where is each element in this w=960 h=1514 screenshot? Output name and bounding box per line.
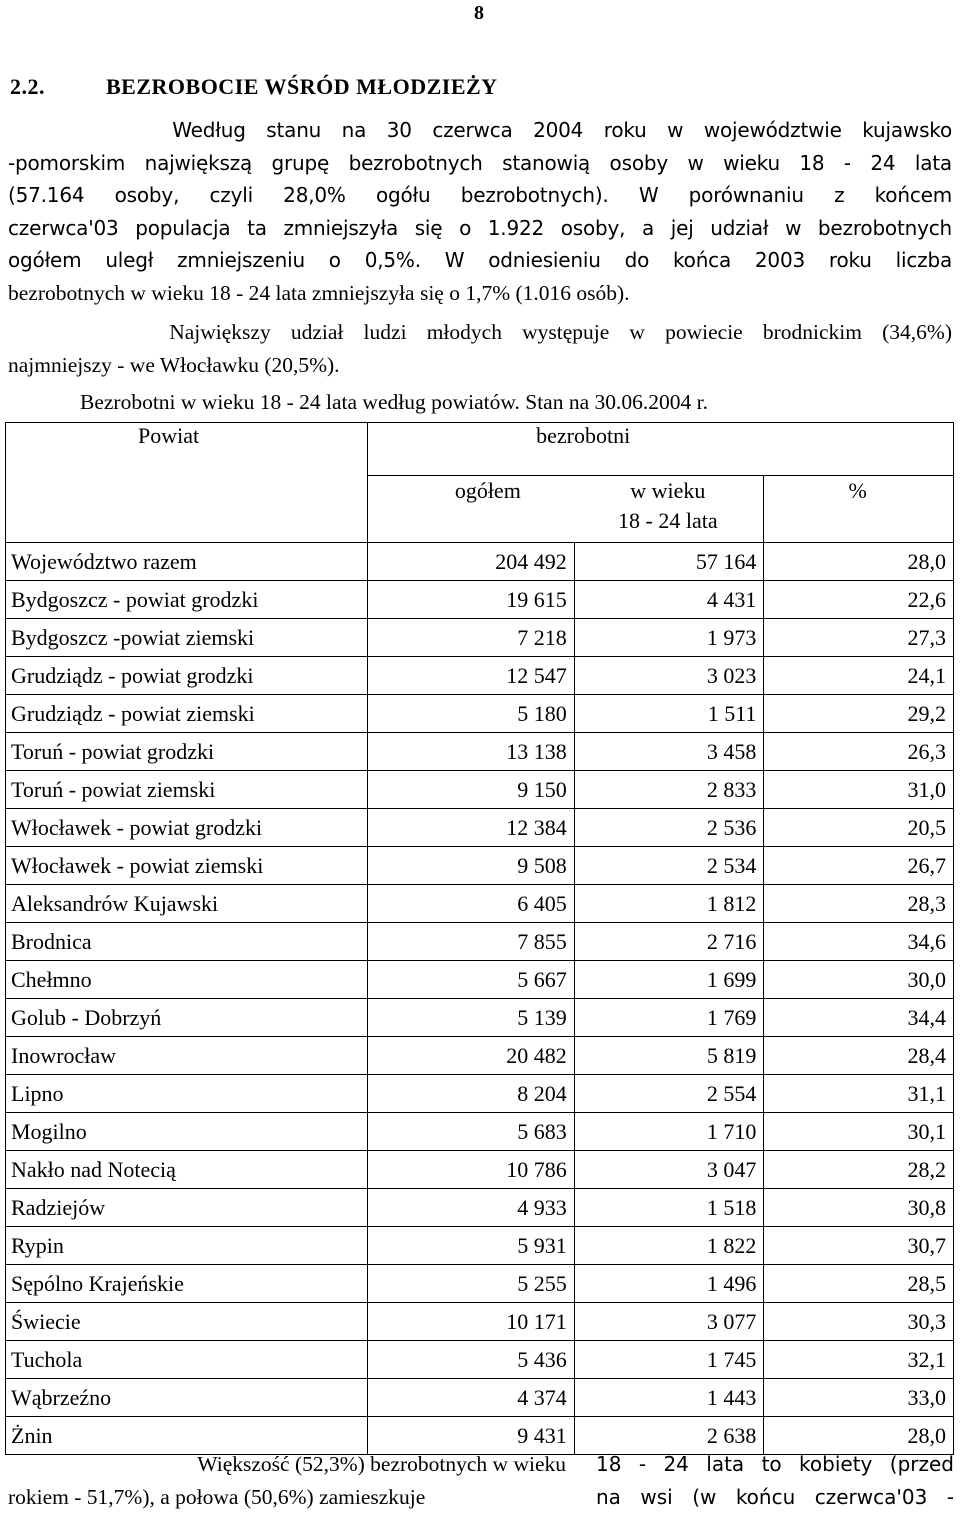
cell-w-wieku: 2 554 xyxy=(574,1075,764,1113)
table-row xyxy=(6,1265,954,1303)
table-row xyxy=(6,1227,954,1265)
header-powiat: Powiat xyxy=(6,423,368,476)
table-row xyxy=(6,999,954,1037)
cell-w-wieku: 1 699 xyxy=(574,961,764,999)
cell-powiat: Tuchola xyxy=(6,1341,368,1379)
cell-powiat: Brodnica xyxy=(6,923,368,961)
cell-w-wieku: 1 443 xyxy=(574,1379,764,1417)
cell-percent: 31,0 xyxy=(764,771,954,809)
table-row xyxy=(6,885,954,923)
cell-percent: 28,3 xyxy=(764,885,954,923)
cell-ogolem: 8 204 xyxy=(368,1075,574,1113)
cell-ogolem: 9 431 xyxy=(368,1417,574,1455)
cell-percent: 31,1 xyxy=(764,1075,954,1113)
cell-w-wieku: 1 812 xyxy=(574,885,764,923)
cell-powiat: Żnin xyxy=(6,1417,368,1455)
cell-w-wieku: 1 496 xyxy=(574,1265,764,1303)
table-row xyxy=(6,1113,954,1151)
cell-w-wieku: 2 638 xyxy=(574,1417,764,1455)
cell-powiat: Włocławek - powiat ziemski xyxy=(6,847,368,885)
table-row xyxy=(6,771,954,809)
cell-percent: 28,0 xyxy=(764,543,954,581)
footer-text-left xyxy=(8,1448,576,1514)
cell-powiat: Golub - Dobrzyń xyxy=(6,999,368,1037)
cell-powiat: Nakło nad Notecią xyxy=(6,1151,368,1189)
paragraph-youth-unemployment xyxy=(8,114,952,309)
cell-ogolem: 4 374 xyxy=(368,1379,574,1417)
cell-percent: 30,0 xyxy=(764,961,954,999)
cell-ogolem: 9 150 xyxy=(368,771,574,809)
cell-ogolem: 19 615 xyxy=(368,581,574,619)
cell-ogolem: 12 384 xyxy=(368,809,574,847)
table-row xyxy=(6,809,954,847)
table-row xyxy=(6,733,954,771)
cell-w-wieku: 3 023 xyxy=(574,657,764,695)
cell-powiat: Toruń - powiat ziemski xyxy=(6,771,368,809)
table-row xyxy=(6,695,954,733)
paragraph-line: czerwca'03 populacja ta zmniejszyła się o 1.922 osoby, a jej udział w bezrobotnych xyxy=(8,215,952,240)
cell-w-wieku: 4 431 xyxy=(574,581,764,619)
cell-ogolem: 4 933 xyxy=(368,1189,574,1227)
paragraph-line: ogółem uległ zmniejszeniu o 0,5%. W odniesieniu do końca 2003 roku liczba xyxy=(8,248,952,272)
paragraph-line: (57.164 osoby, czyli 28,0% ogółu bezrobotnych). W porównaniu z końcem xyxy=(8,183,952,207)
footer-left-line: Większość (52,3%) bezrobotnych w wieku xyxy=(197,1452,566,1476)
unemployment-table xyxy=(5,422,954,1455)
cell-powiat: Sępólno Krajeńskie xyxy=(6,1265,368,1303)
cell-w-wieku: 1 710 xyxy=(574,1113,764,1151)
table-header-row xyxy=(6,423,954,476)
table-row xyxy=(6,657,954,695)
cell-powiat: Lipno xyxy=(6,1075,368,1113)
table-row xyxy=(6,543,954,581)
cell-ogolem: 10 786 xyxy=(368,1151,574,1189)
header-w-wieku-line2: 18 - 24 lata xyxy=(618,508,718,533)
cell-percent: 20,5 xyxy=(764,809,954,847)
cell-ogolem: 20 482 xyxy=(368,1037,574,1075)
cell-percent: 34,4 xyxy=(764,999,954,1037)
paragraph-line: bezrobotnych w wieku 18 - 24 lata zmniejszyła się o 1,7% (1.016 osób). xyxy=(8,280,630,305)
cell-powiat: Bydgoszcz - powiat grodzki xyxy=(6,581,368,619)
table-row xyxy=(6,1075,954,1113)
cell-ogolem: 9 508 xyxy=(368,847,574,885)
cell-percent: 28,5 xyxy=(764,1265,954,1303)
footer-right-line: 18 - 24 lata to kobiety (przed xyxy=(596,1452,954,1476)
cell-percent: 22,6 xyxy=(764,581,954,619)
cell-ogolem: 5 931 xyxy=(368,1227,574,1265)
cell-ogolem: 7 218 xyxy=(368,619,574,657)
cell-powiat: Województwo razem xyxy=(6,543,368,581)
cell-w-wieku: 1 518 xyxy=(574,1189,764,1227)
cell-w-wieku: 2 833 xyxy=(574,771,764,809)
header-w-wieku xyxy=(574,476,764,543)
cell-powiat: Rypin xyxy=(6,1227,368,1265)
cell-w-wieku: 2 536 xyxy=(574,809,764,847)
cell-percent: 28,0 xyxy=(764,1417,954,1455)
table-row xyxy=(6,961,954,999)
cell-powiat: Radziejów xyxy=(6,1189,368,1227)
table-row xyxy=(6,923,954,961)
table-row xyxy=(6,1379,954,1417)
cell-w-wieku: 5 819 xyxy=(574,1037,764,1075)
cell-w-wieku: 1 511 xyxy=(574,695,764,733)
cell-percent: 26,3 xyxy=(764,733,954,771)
cell-ogolem: 6 405 xyxy=(368,885,574,923)
table-row xyxy=(6,847,954,885)
cell-ogolem: 204 492 xyxy=(368,543,574,581)
cell-percent: 28,4 xyxy=(764,1037,954,1075)
paragraph-line: -pomorskim największą grupę bezrobotnych stanowią osoby w wieku 18 - 24 lata xyxy=(8,150,952,175)
table-row xyxy=(6,619,954,657)
table-row xyxy=(6,1037,954,1075)
cell-powiat: Świecie xyxy=(6,1303,368,1341)
cell-w-wieku: 1 822 xyxy=(574,1227,764,1265)
cell-w-wieku: 1 745 xyxy=(574,1341,764,1379)
cell-ogolem: 5 255 xyxy=(368,1265,574,1303)
cell-percent: 34,6 xyxy=(764,923,954,961)
footer-text-right xyxy=(596,1448,954,1514)
cell-w-wieku: 2 716 xyxy=(574,923,764,961)
table-row xyxy=(6,1151,954,1189)
cell-percent: 32,1 xyxy=(764,1341,954,1379)
cell-powiat: Bydgoszcz -powiat ziemski xyxy=(6,619,368,657)
cell-ogolem: 5 683 xyxy=(368,1113,574,1151)
table-row xyxy=(6,1189,954,1227)
paragraph-line: najmniejszy - we Włocławku (20,5%). xyxy=(8,352,340,377)
cell-w-wieku: 3 077 xyxy=(574,1303,764,1341)
cell-w-wieku: 3 458 xyxy=(574,733,764,771)
footer-right-line: na wsi (w końcu czerwca'03 - xyxy=(596,1485,954,1509)
cell-w-wieku: 1 769 xyxy=(574,999,764,1037)
cell-percent: 27,3 xyxy=(764,619,954,657)
cell-w-wieku: 57 164 xyxy=(574,543,764,581)
cell-percent: 33,0 xyxy=(764,1379,954,1417)
cell-ogolem: 5 436 xyxy=(368,1341,574,1379)
table-caption: Bezrobotni w wieku 18 - 24 lata według powiatów. Stan na 30.06.2004 r. xyxy=(80,390,708,414)
table-subheader-row xyxy=(6,476,954,543)
cell-ogolem: 13 138 xyxy=(368,733,574,771)
cell-powiat: Wąbrzeźno xyxy=(6,1379,368,1417)
cell-powiat: Inowrocław xyxy=(6,1037,368,1075)
cell-ogolem: 10 171 xyxy=(368,1303,574,1341)
section-title: BEZROBOCIE WŚRÓD MŁODZIEŻY xyxy=(106,74,498,99)
header-percent: % xyxy=(764,476,954,543)
table-row xyxy=(6,581,954,619)
cell-percent: 28,2 xyxy=(764,1151,954,1189)
cell-ogolem: 5 139 xyxy=(368,999,574,1037)
header-powiat-spacer xyxy=(6,476,368,543)
cell-w-wieku: 2 534 xyxy=(574,847,764,885)
cell-ogolem: 7 855 xyxy=(368,923,574,961)
cell-w-wieku: 3 047 xyxy=(574,1151,764,1189)
cell-percent: 30,7 xyxy=(764,1227,954,1265)
cell-percent: 30,8 xyxy=(764,1189,954,1227)
cell-percent: 26,7 xyxy=(764,847,954,885)
cell-percent: 29,2 xyxy=(764,695,954,733)
paragraph-line: Według stanu na 30 czerwca 2004 roku w województwie kujawsko xyxy=(8,118,952,142)
header-bezrobotni: bezrobotni xyxy=(368,423,954,476)
section-number: 2.2. xyxy=(10,74,45,99)
header-ogolem: ogółem xyxy=(368,476,574,543)
cell-powiat: Aleksandrów Kujawski xyxy=(6,885,368,923)
cell-powiat: Toruń - powiat grodzki xyxy=(6,733,368,771)
header-w-wieku-line1: w wieku xyxy=(630,478,706,503)
cell-powiat: Grudziądz - powiat grodzki xyxy=(6,657,368,695)
section-heading xyxy=(10,74,498,100)
paragraph-largest-share xyxy=(8,316,952,381)
footer-left-line: rokiem - 51,7%), a połowa (50,6%) zamieszkuje xyxy=(8,1485,426,1509)
page-number: 8 xyxy=(474,2,484,24)
table-row xyxy=(6,1341,954,1379)
cell-percent: 30,3 xyxy=(764,1303,954,1341)
cell-w-wieku: 1 973 xyxy=(574,619,764,657)
paragraph-line: Największy udział ludzi młodych występuje w powiecie brodnickim (34,6%) xyxy=(8,320,952,344)
table-row xyxy=(6,1303,954,1341)
cell-powiat: Włocławek - powiat grodzki xyxy=(6,809,368,847)
cell-powiat: Grudziądz - powiat ziemski xyxy=(6,695,368,733)
cell-percent: 30,1 xyxy=(764,1113,954,1151)
cell-ogolem: 12 547 xyxy=(368,657,574,695)
cell-ogolem: 5 667 xyxy=(368,961,574,999)
cell-powiat: Chełmno xyxy=(6,961,368,999)
cell-ogolem: 5 180 xyxy=(368,695,574,733)
cell-powiat: Mogilno xyxy=(6,1113,368,1151)
cell-percent: 24,1 xyxy=(764,657,954,695)
